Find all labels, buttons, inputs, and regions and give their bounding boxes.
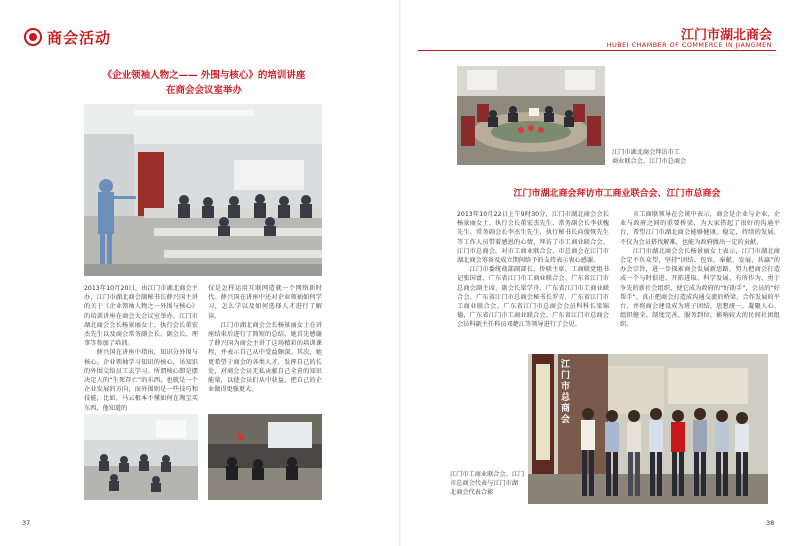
speaker-photo <box>208 414 322 500</box>
right-col2-text: 市工商联领导在会谈中表示，商会是企业与企业、企业与政府之间的重要桥梁，为大家搭起了很好的沟通平台，希望江门市湖北商会能够健康、稳定，持续的发展，不仅为会员搭伐解难，也能为政府做出一定的贡献。 江门市湖北商会会长杨景丽女士表示，江门市湖北商会定不负众望，坚持“团结、包容、奉献、发展、共赢”的办会宗旨，进一步探索商会发展新思路，努力把商会打造成一个与时俱进、开拓进取、科学发展、有所作为、勇于争先的新社会组织，使它成为政府的“好助手”，会员的“好帮手”，真正把商会打造成沟通交流的桥梁，合作发展的平台，并将商会建设成为班子团结、思想统一、凝聚人心、组织健全、制度完善、服务到位、影响较大的民间社团组织。 <box>620 211 780 329</box>
meeting-photo <box>457 66 605 165</box>
lecture-photo <box>84 104 322 276</box>
left-col1-text: 2013年10月20日，由江门市湖北商会主办，江门市湖北商会副秘书长薛兴国主讲的关于《企业领袖人物之一外围与核心》的培训讲座在商会大会议室举办。江门市湖北商会会长杨景丽女士、执行会长董宏杰先生以及商会常务副会长、副会长、理事等参加了培训。 薛兴国在讲座中指出，知识分外围与核心。企业领袖学习知识的核心，吊知识的外围交给员工去学习。所谓核心即是摆决定人的“生死存亡”的东西，也就是一个企业发展的方向，而外围则是一些技巧和技能，比如，马云根本不懂如何在淘宝买东西，他知道的 <box>84 285 198 412</box>
left-article-col2 <box>208 284 322 394</box>
group-photo <box>528 354 768 504</box>
right-article-title: 江门市湖北商会拜访市工商业联合会、江门市总商会 <box>513 189 721 199</box>
right-col1-text: 2013年10月22日上午9时30分，江门市湖北商会会长杨景丽女士、执行会长董宏杰先生、常务副会长李获槐先生、常务副会长李杰生先生、执行秘书长向傻恢先生等工作人员带着感恩的心情，拜访了市工商业联合会、江门市总商会，对市工商业联合会、市总商会在江门市湖北商会筹备及成立期间给予的支持表示衷心感谢。 江门市委统战部副部长、侨联主席、工商联党组书记张国富，广东省江门市工商业联合会、广东省江门市总商会副主席、副会长梁学舟，广东省江门市工商业联合会、广东省江门市总商会秘书长罗青，广东省江门市工商业联合会、广东省江门市总商会会员科科长梁锦德，广东省江门市工商业联合会、广东省江门市总商会会员科副主任科员邓楚江等领导进行了会见。 <box>457 211 609 329</box>
left-col2-text: 仅是怎样运用互联网造就一个网络新时代。薛兴国在讲座中还对企业领袖如何学习，怎么学以及如何选择人才进行了解读。 江门市湖北商会会长杨景丽女士在讲座结束后进行了简短的总结，她首先感谢了薛兴国为商会主讲了这场精彩的培训课程，并表示自己从中受益颇深。其次，她更希望于商会的各类人才，发挥自己的长处，对商会会员无私贡献自己全責的知识能量，以使会员们从中获益，把自己的企业做得更强更大。 <box>208 285 322 394</box>
audience-photo <box>84 414 198 500</box>
left-page-number: 37 <box>22 519 31 527</box>
meeting-photo-caption: 江门市湖北商会拜访市工 商业联合会、江门市总商会 <box>612 149 687 165</box>
sign-text: 江门市总商会 <box>561 360 571 425</box>
right-page-number: 38 <box>766 519 775 527</box>
right-article-col2 <box>620 210 780 330</box>
article-title-line2: 在商会会议室举办 <box>165 85 242 96</box>
chamber-logo-icon <box>24 28 42 46</box>
chamber-name: 江门市湖北商会 <box>680 28 772 43</box>
section-brand: 商会活动 <box>47 29 112 47</box>
group-photo-caption: 江门市工商业联合会、江门 市总商会代表与江门市湖 北商会代表合影 <box>450 471 525 496</box>
header-rule <box>418 50 776 51</box>
left-article-col1 <box>84 284 198 413</box>
right-article-col1 <box>457 210 609 330</box>
page-fold <box>399 0 401 546</box>
article-title-line1: 《企业领袖人物之—— 外围与核心》的培训讲座 <box>102 70 306 81</box>
chamber-name-english: HUBEI CHAMBER OF COMMERCE IN JIANGMEN <box>606 41 772 49</box>
